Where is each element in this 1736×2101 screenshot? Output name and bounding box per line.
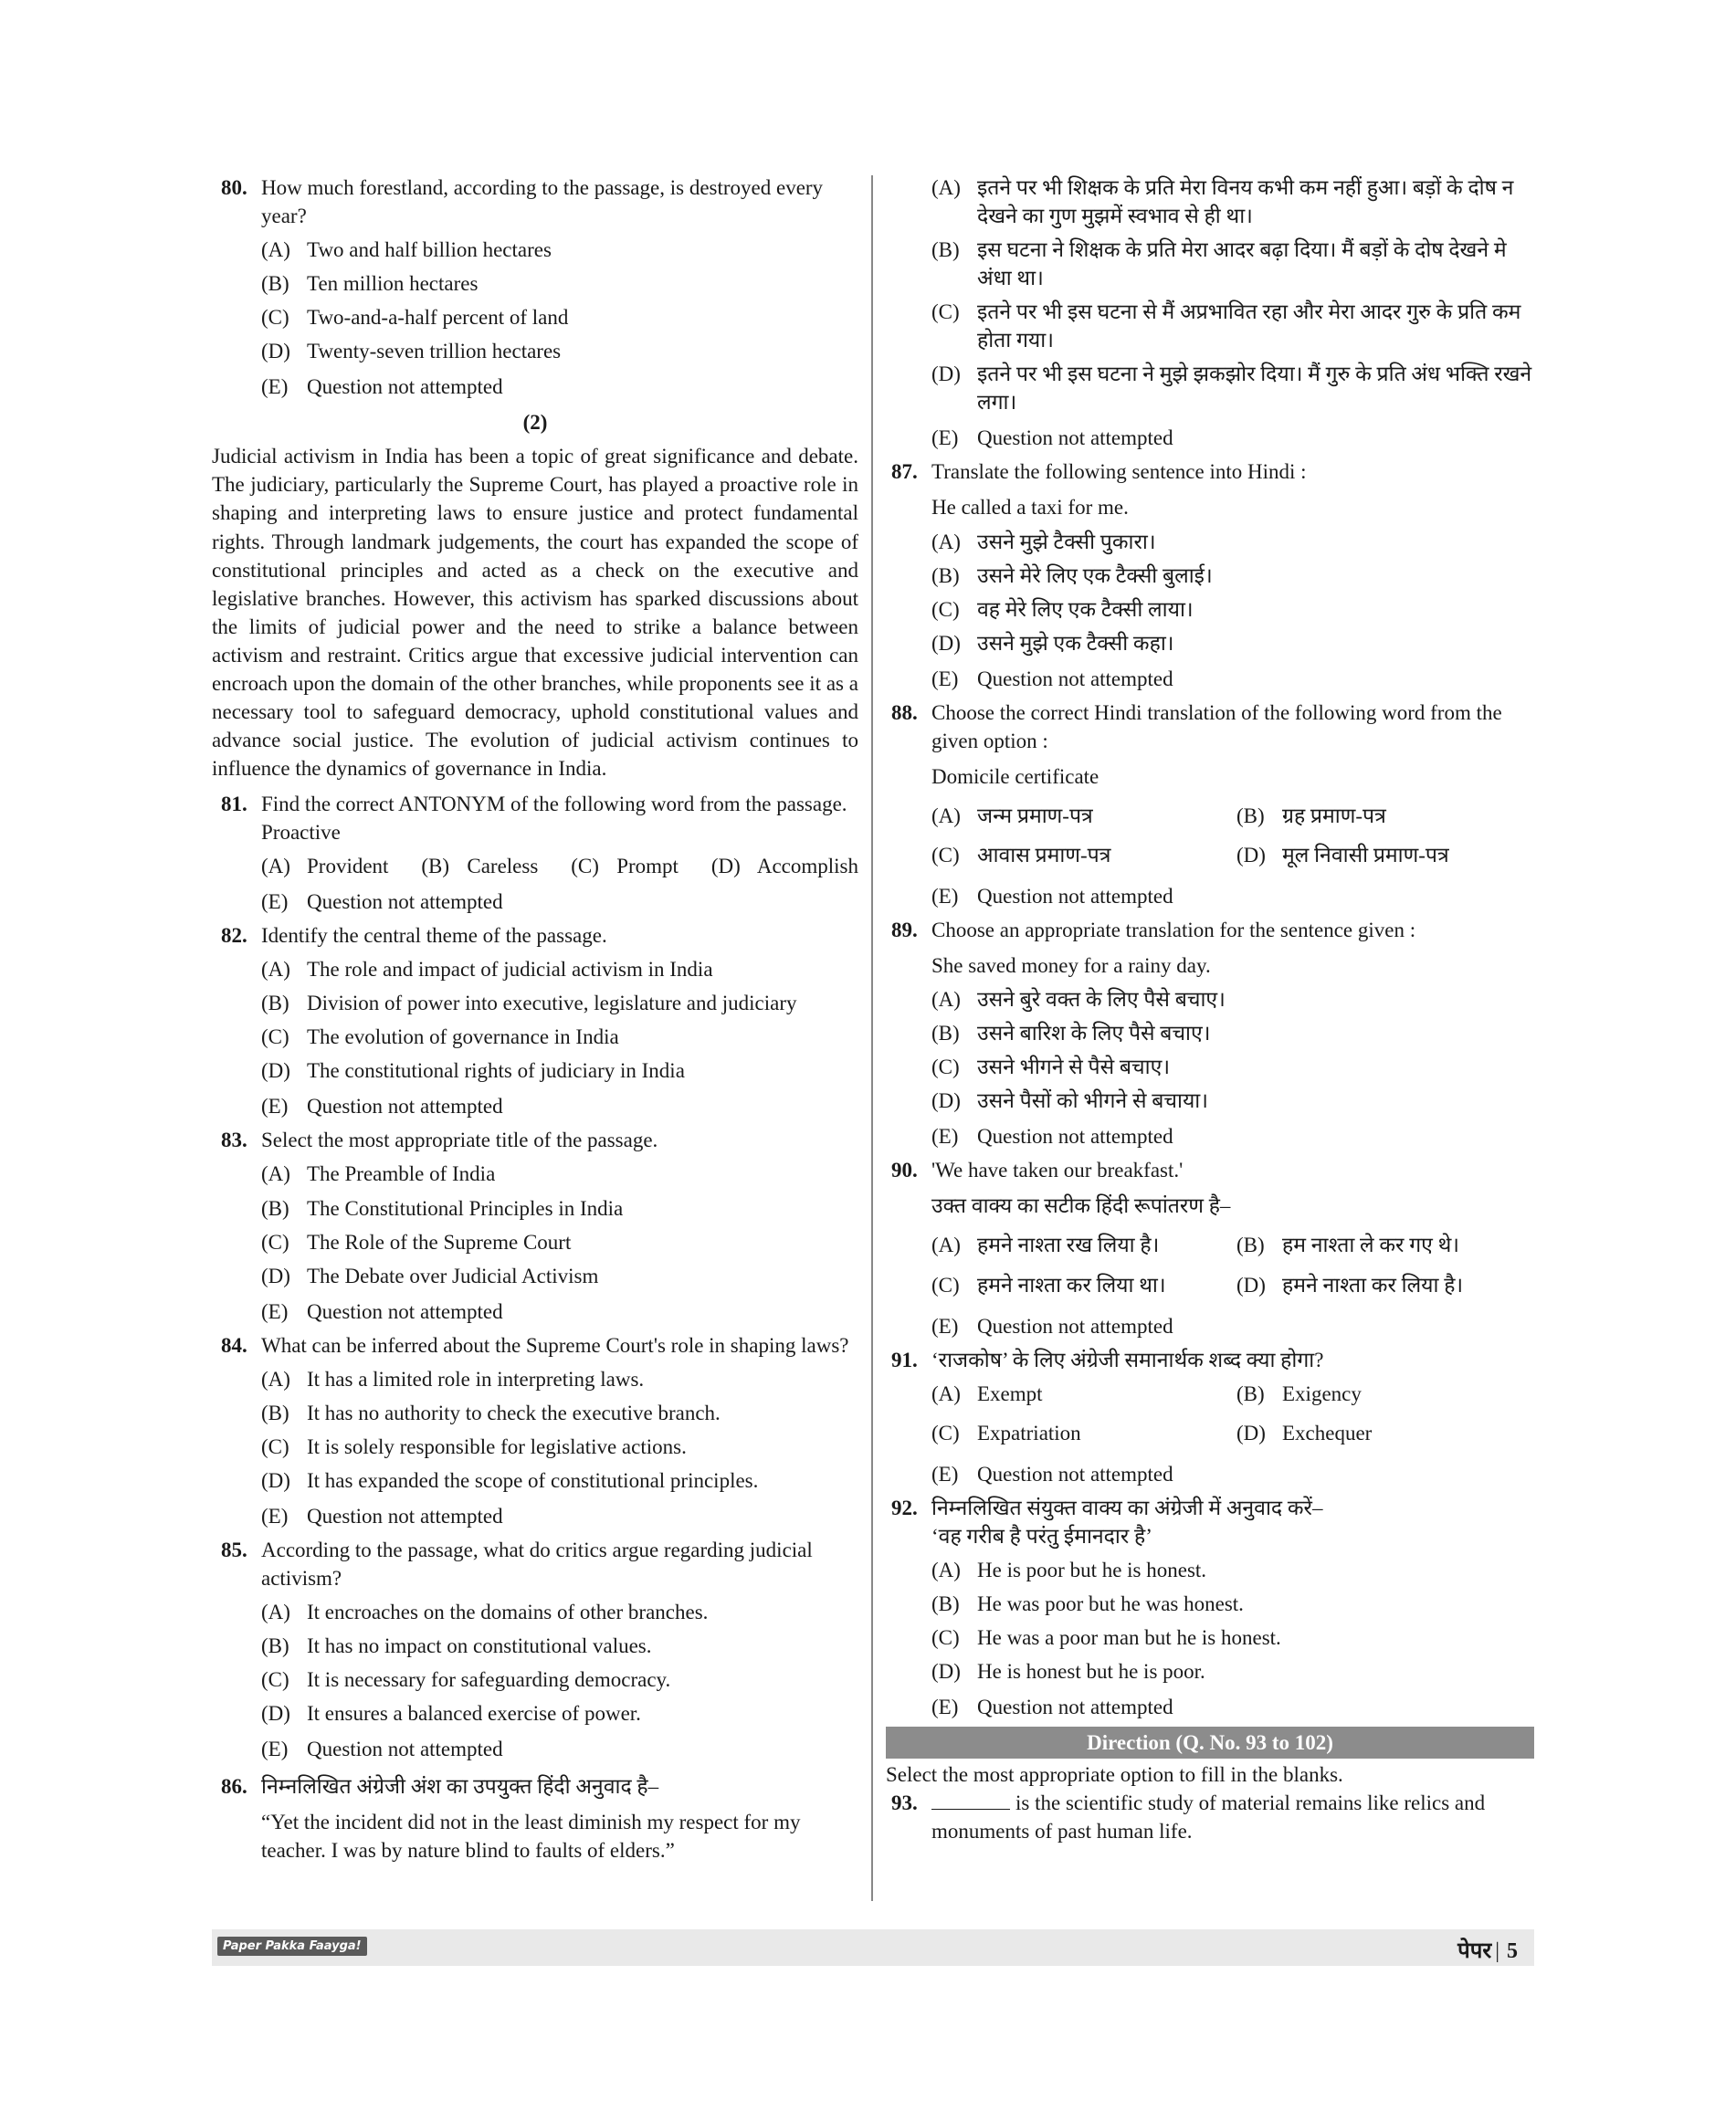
question-number: 93. xyxy=(891,1791,918,1815)
option-d: (D) It has expanded the scope of constitutional principles. xyxy=(261,1468,759,1492)
question-number: 92. xyxy=(891,1496,918,1519)
question-text: निम्नलिखित संयुक्त वाक्य का अंग्रेजी में अनुवाद करें– xyxy=(931,1496,1323,1519)
question-text: Choose an appropriate translation for the sentence given : xyxy=(931,919,1416,942)
options-grid xyxy=(931,1374,1534,1453)
option-e: (E) Question not attempted xyxy=(261,1738,503,1761)
option-e: (E) Question not attempted xyxy=(261,1504,503,1528)
passage-text: Judicial activism in India has been a topic of great significance and debate. The judiciary, particularly the Supreme Court, has played a proactive role in shaping and interpreting laws to ensure justice and protect fundamental rights. Through landmark judgements, the court has expanded the scope of constitutional principles and acted as a check on the executive and legislative branches. However, this activism has sparked discussions about the limits of judicial power and the need to strike a balance between activism and restraint. Critics argue that excessive judicial intervention can encroach upon the domain of the other branches, while proponents see it as a necessary tool to safeguard democracy, uphold constitutional values and advance social justice. The evolution of judicial activism continues to influence the dynamics of governance in India. xyxy=(212,445,858,780)
option-d: (D) It ensures a balanced exercise of power. xyxy=(261,1702,641,1726)
question-text: According to the passage, what do critics argue regarding judicial activism? xyxy=(261,1538,813,1591)
option-e: (E) Question not attempted xyxy=(931,884,1173,908)
option-d: (D) उसने पैसों को भीगने से बचाया। xyxy=(931,1089,1208,1113)
option-e: (E) Question not attempted xyxy=(931,1462,1173,1486)
option-d: (D) हमने नाश्ता कर लिया है। xyxy=(1236,1273,1464,1297)
option-c: (C) The Role of the Supreme Court xyxy=(261,1230,572,1254)
option-a: (A) It encroaches on the domains of other branches. xyxy=(261,1601,709,1624)
question-number: 87. xyxy=(891,460,918,484)
option-b: (B) It has no authority to check the executive branch. xyxy=(261,1401,721,1424)
option-a: (A) उसने मुझे टैक्सी पुकारा। xyxy=(931,530,1156,553)
question-text: Find the correct ANTONYM of the following word from the passage. Proactive xyxy=(261,792,847,844)
question-number: 89. xyxy=(891,919,918,942)
options-row xyxy=(261,852,858,880)
option-a: (A) उसने बुरे वक्त के लिए पैसे बचाए। xyxy=(931,988,1226,1012)
option-c: (C) He was a poor man but he is honest. xyxy=(931,1625,1281,1649)
option-e: (E) Question not attempted xyxy=(261,1095,503,1119)
option-a: (A) It has a limited role in interpreting laws. xyxy=(261,1367,645,1391)
passage-heading: (2) xyxy=(522,411,548,435)
option-c: (C) वह मेरे लिए एक टैक्सी लाया। xyxy=(931,597,1194,621)
option-a: (A) Two and half billion hectares xyxy=(261,238,552,262)
question-91 xyxy=(886,1346,1534,1488)
option-e: (E) Question not attempted xyxy=(931,1314,1173,1338)
question-text: Select the most appropriate title of the passage. xyxy=(261,1129,658,1152)
question-88 xyxy=(886,699,1534,910)
option-d: (D) उसने मुझे एक टैक्सी कहा। xyxy=(931,631,1174,655)
direction-text: Select the most appropriate option to fill in the blanks. xyxy=(886,1763,1343,1787)
question-text: What can be inferred about the Supreme Court's role in shaping laws? xyxy=(261,1333,849,1357)
question-86 xyxy=(212,1772,858,1865)
option-c: (C) Two-and-a-half percent of land xyxy=(261,306,569,330)
option-a: (A) हमने नाश्ता रख लिया है। xyxy=(931,1234,1160,1257)
question-81 xyxy=(212,790,858,916)
option-a: (A) The role and impact of judicial activism in India xyxy=(261,958,713,982)
option-b: (B) Exigency xyxy=(1236,1381,1362,1405)
option-e: (E) Question not attempted xyxy=(261,1299,503,1323)
option-b: (B) Division of power into executive, legislature and judiciary xyxy=(261,992,797,1015)
option-e: (E) Question not attempted xyxy=(931,1696,1173,1719)
question-number: 91. xyxy=(891,1348,918,1371)
options-grid xyxy=(931,796,1534,875)
option-d: (D) Twenty-seven trillion hectares xyxy=(261,340,562,363)
option-b: (B) Careless xyxy=(421,855,539,878)
question-number: 82. xyxy=(221,924,247,948)
question-83 xyxy=(212,1126,858,1325)
quoted-passage: “Yet the incident did not in the least diminish my respect for my teacher. I was by nature blind to faults of elders.” xyxy=(261,1811,801,1863)
option-c: (C) Prompt xyxy=(571,855,679,878)
direction-header: Direction (Q. No. 93 to 102) xyxy=(886,1727,1534,1759)
brand-logo: Paper Pakka Faayga! xyxy=(217,1937,367,1956)
question-text: ‘राजकोष’ के लिए अंग्रेजी समानार्थक शब्द क्या होगा? xyxy=(931,1348,1324,1371)
option-d: (D) इतने पर भी इस घटना ने मुझे झकझोर दिया। मैं गुरु के प्रति अंध भक्ति रखने लगा। xyxy=(931,362,1532,415)
option-c: (C) हमने नाश्ता कर लिया था। xyxy=(931,1273,1166,1297)
question-text: Translate the following sentence into Hindi : xyxy=(931,460,1307,484)
question-93 xyxy=(886,1789,1534,1845)
question-text: Identify the central theme of the passage. xyxy=(261,924,607,948)
option-b: (B) Ten million hectares xyxy=(261,272,479,296)
option-a: (A) इतने पर भी शिक्षक के प्रति मेरा विनय कभी कम नहीं हुआ। बड़ों के दोष न देखने का गुण मुझमें स्वभाव से ही था। xyxy=(931,176,1514,228)
option-d: (D) Exchequer xyxy=(1236,1421,1373,1444)
question-number: 84. xyxy=(221,1333,247,1357)
question-84 xyxy=(212,1331,858,1530)
option-d: (D) मूल निवासी प्रमाण-पत्र xyxy=(1236,843,1449,867)
question-sentence: ‘वह गरीब है परंतु ईमानदार है’ xyxy=(931,1524,1152,1548)
option-e: (E) Question not attempted xyxy=(931,1125,1173,1149)
option-a: (A) Provident xyxy=(261,855,389,878)
option-e: (E) Question not attempted xyxy=(261,890,503,914)
question-text: Choose the correct Hindi translation of the following word from the given option : xyxy=(931,700,1502,752)
option-b: (B) The Constitutional Principles in India xyxy=(261,1196,624,1220)
option-b: (B) He was poor but he was honest. xyxy=(931,1592,1244,1615)
option-b: (B) ग्रह प्रमाण-पत्र xyxy=(1236,804,1386,827)
option-b: (B) इस घटना ने शिक्षक के प्रति मेरा आदर बढ़ा दिया। मैं बड़ों के दोष देखने मे अंधा था। xyxy=(931,238,1507,290)
option-e: (E) Question not attempted xyxy=(931,667,1173,690)
option-a: (A) The Preamble of India xyxy=(261,1162,496,1186)
page-number: 5 xyxy=(1507,1939,1518,1963)
question-number: 83. xyxy=(221,1129,247,1152)
question-text: 'We have taken our breakfast.' xyxy=(931,1159,1184,1182)
question-87 xyxy=(886,457,1534,692)
question-80 xyxy=(212,173,858,401)
question-number: 80. xyxy=(221,176,247,199)
question-number: 85. xyxy=(221,1538,247,1561)
question-text: निम्नलिखित अंग्रेजी अंश का उपयुक्त हिंदी अनुवाद है– xyxy=(261,1775,659,1799)
question-instruction: उक्त वाक्य का सटीक हिंदी रूपांतरण है– xyxy=(931,1194,1231,1218)
question-number: 90. xyxy=(891,1159,918,1182)
option-c: (C) उसने भीगने से पैसे बचाए। xyxy=(931,1056,1171,1079)
option-e: (E) Question not attempted xyxy=(931,426,1173,450)
question-85 xyxy=(212,1536,858,1763)
fill-blank xyxy=(931,1792,1010,1810)
question-sentence: Domicile certificate xyxy=(931,764,1099,788)
option-c: (C) The evolution of governance in India xyxy=(261,1025,619,1049)
left-column xyxy=(212,173,858,1870)
option-c: (C) Expatriation xyxy=(931,1421,1081,1444)
option-a: (A) He is poor but he is honest. xyxy=(931,1558,1207,1581)
options-grid xyxy=(931,1225,1534,1304)
option-c: (C) It is necessary for safeguarding democracy. xyxy=(261,1668,671,1692)
page-label: पेपर | 5 xyxy=(1457,1939,1518,1963)
right-column xyxy=(886,173,1534,1851)
option-c: (C) इतने पर भी इस घटना से मैं अप्रभावित रहा और मेरा आदर गुरु के प्रति कम होता गया। xyxy=(931,300,1521,352)
option-d: (D) The constitutional rights of judiciary in India xyxy=(261,1059,685,1083)
question-number: 86. xyxy=(221,1775,247,1799)
option-c: (C) आवास प्रमाण-पत्र xyxy=(931,843,1111,867)
question-text: is the scientific study of material remains like relics and monuments of past human life. xyxy=(931,1791,1486,1844)
option-a: (A) Exempt xyxy=(931,1381,1043,1405)
option-a: (A) जन्म प्रमाण-पत्र xyxy=(931,804,1093,827)
question-92 xyxy=(886,1494,1534,1721)
option-b: (B) उसने बारिश के लिए पैसे बचाए। xyxy=(931,1022,1211,1045)
option-b: (B) हम नाश्ता ले कर गए थे। xyxy=(1236,1234,1460,1257)
question-86-options xyxy=(886,173,1534,452)
question-sentence: She saved money for a rainy day. xyxy=(931,954,1211,978)
question-text: How much forestland, according to the passage, is destroyed every year? xyxy=(261,176,824,228)
option-d: (D) The Debate over Judicial Activism xyxy=(261,1264,599,1287)
option-b: (B) उसने मेरे लिए एक टैक्सी बुलाई। xyxy=(931,563,1213,587)
option-d: (D) Accomplish xyxy=(710,855,858,878)
question-82 xyxy=(212,921,858,1120)
option-d: (D) He is honest but he is poor. xyxy=(931,1660,1205,1684)
question-number: 88. xyxy=(891,700,918,724)
column-divider xyxy=(871,175,873,1901)
page-footer xyxy=(212,1929,1534,1966)
question-number: 81. xyxy=(221,792,247,815)
option-c: (C) It is solely responsible for legislative actions. xyxy=(261,1434,687,1458)
option-b: (B) It has no impact on constitutional values. xyxy=(261,1634,652,1658)
question-90 xyxy=(886,1156,1534,1339)
option-e: (E) Question not attempted xyxy=(261,375,503,399)
question-89 xyxy=(886,916,1534,1150)
question-sentence: He called a taxi for me. xyxy=(931,496,1129,520)
